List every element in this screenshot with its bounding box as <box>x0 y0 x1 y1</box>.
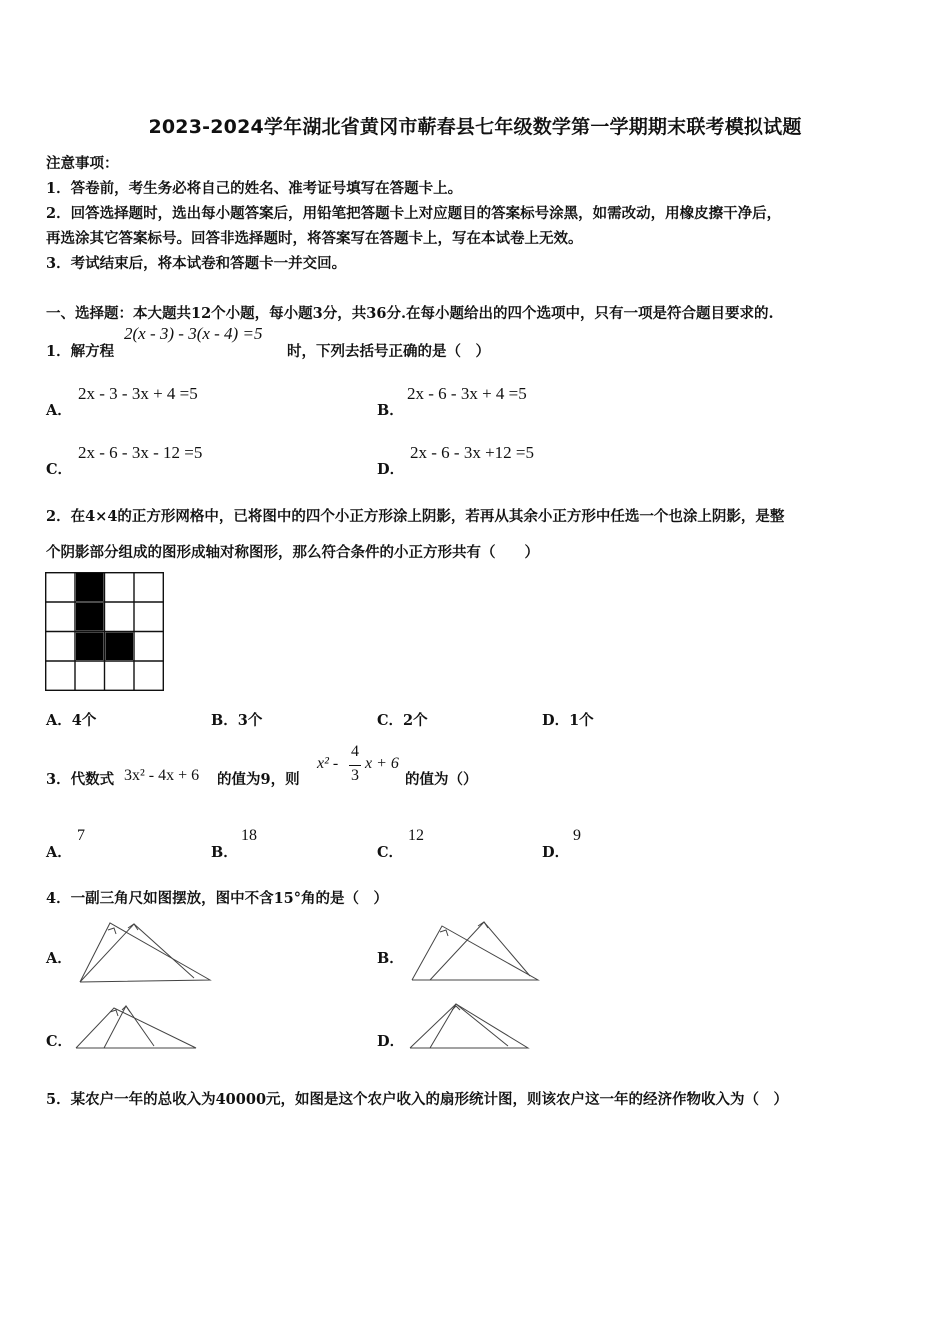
q3-option-a-label: A． <box>46 844 72 861</box>
q4-option-b-label: B． <box>377 950 404 967</box>
q3-expr1: 3x² - 4x + 6 <box>124 767 200 784</box>
q3-option-b-value: 18 <box>241 827 257 844</box>
q3-option-a-value: 7 <box>77 827 85 844</box>
q5-text: 5．某农户一年的总收入为40000元，如图是这个农户收入的扇形统计图，则该农户这一年的经济作物收入为（ ） <box>46 1091 789 1108</box>
q1-option-a-label: A． <box>46 402 72 419</box>
q2-text-line2: 个阴影部分组成的图形成轴对称图形，那么符合条件的小正方形共有（ ） <box>46 544 539 561</box>
q1-prefix: 1．解方程 <box>46 343 115 360</box>
q4-figure-c <box>74 1002 200 1050</box>
q2-option-c: C．2个 <box>377 712 428 729</box>
q1-option-d-label: D． <box>377 461 405 478</box>
q4-text: 4．一副三角尺如图摆放，图中不含15°角的是（ ） <box>46 890 389 907</box>
q1-option-c-expr: 2x - 6 - 3x - 12 =5 <box>78 443 203 462</box>
q3-option-c-value: 12 <box>408 827 424 844</box>
q4-figure-a <box>78 918 214 984</box>
q3-prefix: 3．代数式 <box>46 771 115 788</box>
notice-item-2-cont: 再选涂其它答案标号。回答非选择题时，将答案写在答题卡上，写在本试卷上无效。 <box>46 230 583 247</box>
q3-frac-bar <box>349 765 361 766</box>
q3-option-b-label: B． <box>211 844 238 861</box>
q4-figure-d <box>408 1000 532 1052</box>
q1-suffix: 时，下列去括号正确的是（ ） <box>287 343 490 360</box>
shaded-cell <box>76 603 104 631</box>
notice-item-3: 3．考试结束后，将本试卷和答题卡一并交回。 <box>46 255 347 272</box>
q2-grid-figure <box>45 572 164 691</box>
q3-expr2b: x + 6 <box>365 755 399 772</box>
notice-item-1: 1．答卷前，考生务必将自己的姓名、准考证号填写在答题卡上。 <box>46 180 463 197</box>
q3-suffix: 的值为（） <box>405 771 478 788</box>
q2-option-b: B．3个 <box>211 712 263 729</box>
q4-option-d-label: D． <box>377 1033 405 1050</box>
q2-text-line1: 2．在4×4的正方形网格中，已将图中的四个小正方形涂上阴影，若再从其余小正方形中任选一个也涂上阴影，是整 <box>46 508 785 525</box>
notice-heading: 注意事项： <box>46 155 119 172</box>
shaded-cell <box>106 633 134 661</box>
q1-equation: 2(x - 3) - 3(x - 4) =5 <box>124 324 263 343</box>
q1-option-c-label: C． <box>46 461 73 478</box>
q1-option-b-expr: 2x - 6 - 3x + 4 =5 <box>407 384 527 403</box>
notice-item-2: 2．回答选择题时，选出每小题答案后，用铅笔把答题卡上对应题目的答案标号涂黑，如需改动，用橡皮擦干净后， <box>46 205 782 222</box>
q3-mid: 的值为9，则 <box>217 771 300 788</box>
shaded-cell <box>76 573 104 601</box>
shaded-cell <box>76 633 104 661</box>
q3-option-c-label: C． <box>377 844 404 861</box>
q1-option-a-expr: 2x - 3 - 3x + 4 =5 <box>78 384 198 403</box>
q4-option-a-label: A． <box>46 950 72 967</box>
q1-option-b-label: B． <box>377 402 404 419</box>
q3-frac-num: 4 <box>351 743 359 760</box>
section-heading: 一、选择题：本大题共12个小题，每小题3分，共36分.在每小题给出的四个选项中，只有一项是符合题目要求的. <box>46 305 774 322</box>
q3-expr2a: x² - <box>317 755 339 772</box>
q1-option-d-expr: 2x - 6 - 3x +12 =5 <box>410 443 534 462</box>
q4-figure-b <box>410 918 542 984</box>
q3-option-d-label: D． <box>542 844 570 861</box>
q2-option-a: A．4个 <box>46 712 97 729</box>
q3-option-d-value: 9 <box>573 827 581 844</box>
page-title: 2023-2024学年湖北省黄冈市蕲春县七年级数学第一学期期末联考模拟试题 <box>148 116 802 138</box>
q4-option-c-label: C． <box>46 1033 73 1050</box>
q2-option-d: D．1个 <box>542 712 594 729</box>
q3-frac-den: 3 <box>351 767 359 784</box>
